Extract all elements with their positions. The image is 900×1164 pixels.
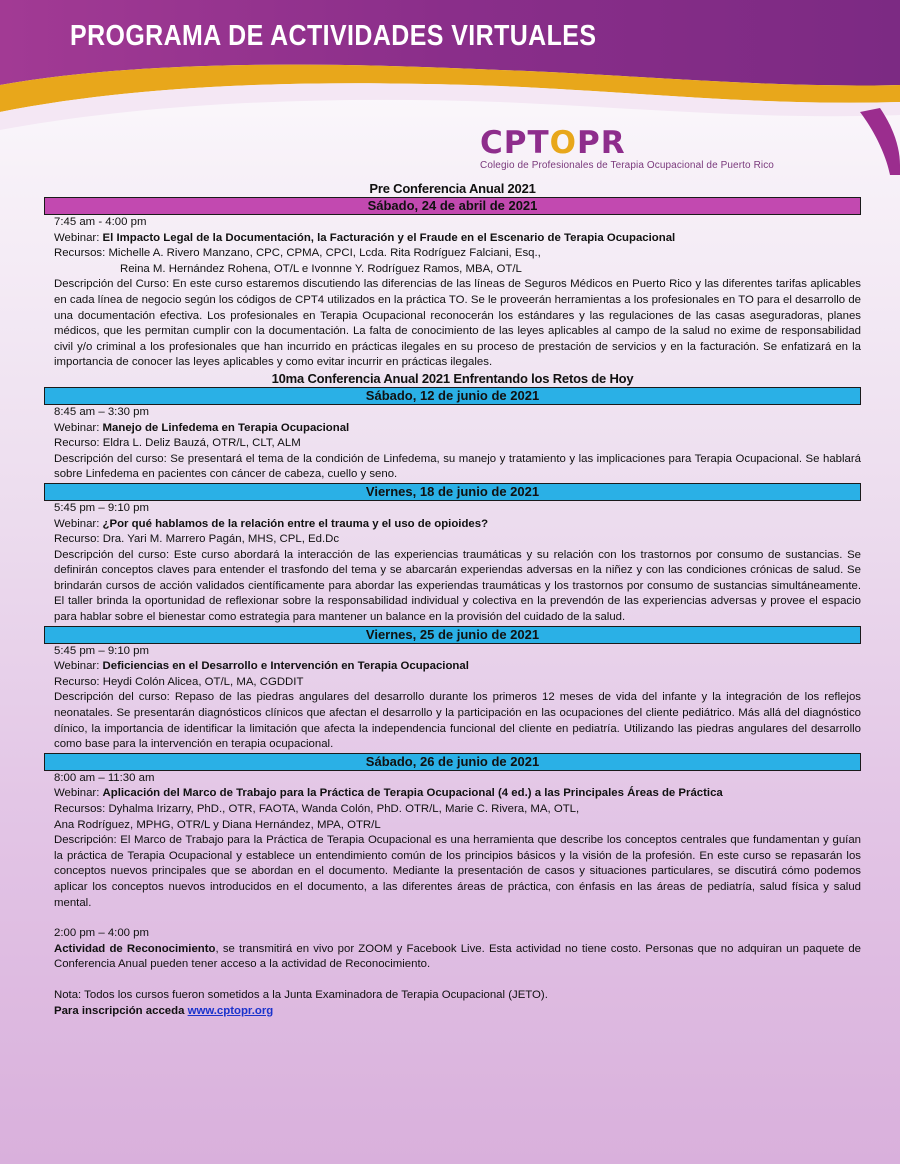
date-bar-june-25: Viernes, 25 de junio de 2021 bbox=[44, 626, 861, 644]
webinar-title: Manejo de Linfedema en Terapia Ocupacional bbox=[102, 421, 350, 434]
webinar-title: ¿Por qué hablamos de la relación entre el trauma y el uso de opioides? bbox=[102, 517, 489, 530]
session-resources: Recursos: Michelle A. Rivero Manzano, CPC, CPMA, CPCI, Lcda. Rita Rodríguez Falciani, Esq., bbox=[54, 247, 541, 260]
session-time: 5:45 pm – 9:10 pm bbox=[54, 644, 149, 657]
organization-logo bbox=[480, 125, 774, 171]
pre-conference-heading: Pre Conferencia Anual 2021 bbox=[369, 181, 536, 196]
session-resources-cont: Ana Rodríguez, MPHG, OTR/L y Diana Hernández, MPA, OTR/L bbox=[54, 818, 381, 831]
webinar-title: Aplicación del Marco de Trabajo para la Práctica de Terapia Ocupacional (4 ed.) a las Principales Áreas de Práctica bbox=[102, 787, 723, 800]
session-april-24 bbox=[44, 215, 861, 371]
session-description: Descripción: El Marco de Trabajo para la Práctica de Terapia Ocupacional es una herramienta que describe los conceptos centrales que fundamentan y guían la práctica de Terapia Ocupacional y establece un entendimiento común de los principios básicos y la visión de la profesión. En este curso se repasarán los conceptos nuevos principales que se abordan en el documento. Mediante la presentación de casos y situaciones particulares, se discutirá cómo podemos aplicar los conceptos nuevos introducidos en el documento, a las diferentes áreas de práctica, con énfasis en las áreas de pediatría, salud física y salud mental. bbox=[54, 834, 861, 909]
session-time: 8:00 am – 11:30 am bbox=[54, 771, 155, 784]
registration-line bbox=[54, 1004, 861, 1020]
registration-link[interactable]: www.cptopr.org bbox=[187, 1004, 274, 1017]
session-time: 5:45 pm – 9:10 pm bbox=[54, 501, 149, 514]
date-bar-june-18: Viernes, 18 de junio de 2021 bbox=[44, 483, 861, 501]
logo-subtitle: Colegio de Profesionales de Terapia Ocupacional de Puerto Rico bbox=[480, 160, 774, 171]
session-june-25 bbox=[44, 644, 861, 753]
webinar-line: Webinar: Deficiencias en el Desarrollo e Intervención en Terapia Ocupacional bbox=[54, 660, 469, 673]
recognition-time: 2:00 pm – 4:00 pm bbox=[54, 927, 149, 940]
recognition-text: Actividad de Reconocimiento, se transmitirá en vivo por ZOOM y Facebook Live. Esta actividad no tiene costo. Personas que no adquiran un paquete de Conferencia Anual pueden tener acceso a la actividad de Reconocimiento. bbox=[54, 942, 861, 971]
session-description: Descripción del curso: Se presentará el tema de la condición de Linfedema, su manejo y tratamiento y las implicaciones para Terapia Ocupacional. Se hablará sobre Linfedema en pacientes con cáncer de cabeza, cuello y seno. bbox=[54, 452, 861, 481]
session-resources: Recurso: Eldra L. Deliz Bauzá, OTR/L, CLT, ALM bbox=[54, 437, 301, 450]
session-resources: Recurso: Heydi Colón Alicea, OT/L, MA, CGDDIT bbox=[54, 675, 304, 688]
date-bar-april-24: Sábado, 24 de abril de 2021 bbox=[44, 197, 861, 215]
registration-label: Para inscripción acceda bbox=[54, 1004, 185, 1017]
session-resources: Recurso: Dra. Yari M. Marrero Pagán, MHS, CPL, Ed.Dc bbox=[54, 533, 340, 546]
page-title: PROGRAMA DE ACTIVIDADES VIRTUALES bbox=[70, 20, 597, 52]
recognition-title: Actividad de Reconocimiento bbox=[54, 942, 216, 955]
session-time: 7:45 am - 4:00 pm bbox=[54, 216, 147, 228]
program-content bbox=[44, 181, 861, 1019]
webinar-line: Webinar: El Impacto Legal de la Documentación, la Facturación y el Fraude en el Escenario de Terapia Ocupacional bbox=[54, 231, 676, 244]
session-description: Descripción del curso: Este curso abordará la interacción de las experiencias traumáticas y su relación con los trastornos por consumo de sustancias. Se definirán conceptos claves para entender el trasfondo del tema y se abarcarán experiendas adversas en la niñez y con las condiciones crónicas de salud. Se brindarán cursos de acción validados científicamente para abordar las experiendas traumáticas y los trastornos por consumo de sustancias simultáneamente. El taller brinda la oportunidad de reflexionar sobre la responsabilidad individual y colectiva en la prevendón de las experiencias adversas y provee el espacio para hablar sobre el bienestar como estrategia para mantener un balance en la provisión del cuidado de la salud. bbox=[54, 548, 861, 624]
webinar-line: Webinar: ¿Por qué hablamos de la relación entre el trauma y el uso de opioides? bbox=[54, 517, 489, 530]
date-bar-june-12: Sábado, 12 de junio de 2021 bbox=[44, 387, 861, 405]
footer-note: Nota: Todos los cursos fueron sometidos a la Junta Examinadora de Terapia Ocupacional (JETO). bbox=[54, 988, 548, 1001]
session-resources: Recursos: Dyhalma Irizarry, PhD., OTR, FAOTA, Wanda Colón, PhD. OTR/L, Marie C. Rivera, MA, OTL, bbox=[54, 803, 580, 815]
webinar-title: Deficiencias en el Desarrollo e Intervención en Terapia Ocupacional bbox=[102, 660, 469, 673]
session-description: Descripción del curso: Repaso de las piedras angulares del desarrollo durante los primeros 12 meses de vida del infante y la integración de los reflejos neonatales. Se presentarán diagnósticos clínicos que afectan el desarrollo y la participación en las ocupaciones del cliente pediátrico. Más allá del diagnóstico dínico, la importancia de identificar la limitación que afecta la independencia funcional del cliente en pediatría. Utilizando las piedras angulares del desarrollo como base para la intervención en terapia ocupacional. bbox=[54, 691, 861, 751]
webinar-title: El Impacto Legal de la Documentación, la Facturación y el Fraude en el Escenario de Terapia Ocupacional bbox=[102, 231, 676, 244]
logo-wordmark: CPTOPR bbox=[480, 125, 626, 161]
date-bar-june-26: Sábado, 26 de junio de 2021 bbox=[44, 753, 861, 771]
session-description: Descripción del Curso: En este curso estaremos discutiendo las diferencias de las líneas de Seguros Médicos en Puerto Rico y las diferentes tarifas aplicables en cada línea de negocio según los códigos de CPT4 utilizados en la práctica TO. Se le proveerán herramientas a los profesionales en TO para el desarrollo de una documentación efectiva. Los profesionales en Terapia Ocupacional reconocerán los estándares y las regulaciones de las casas aseguradoras, planes médicos, que les permitan cumplir con la documentación. La falta de conocimiento de las leyes aplicables al campo de la salud no exime de responsabilidad civil y/o criminal a los profesionales que han incurrido en prácticas ilegales en su proceso de prestación de servicios y en la facturación. Se enfatizará en la importancia de conocer las leyes aplicables y como evitar incurrir en prácticas ilegales. bbox=[54, 278, 861, 369]
session-june-26 bbox=[44, 771, 861, 1019]
webinar-line: Webinar: Aplicación del Marco de Trabajo para la Práctica de Terapia Ocupacional (4 ed.) a las Principales Áreas de Práctica bbox=[54, 787, 723, 800]
webinar-line: Webinar: Manejo de Linfedema en Terapia Ocupacional bbox=[54, 421, 350, 434]
conference-heading: 10ma Conferencia Anual 2021 Enfrentando los Retos de Hoy bbox=[271, 370, 634, 386]
session-june-12 bbox=[44, 405, 861, 483]
session-june-18 bbox=[44, 501, 861, 626]
session-resources-cont: Reina M. Hernández Rohena, OT/L e Ivonnne Y. Rodríguez Ramos, MBA, OT/L bbox=[120, 262, 522, 275]
session-time: 8:45 am – 3:30 pm bbox=[54, 405, 149, 418]
